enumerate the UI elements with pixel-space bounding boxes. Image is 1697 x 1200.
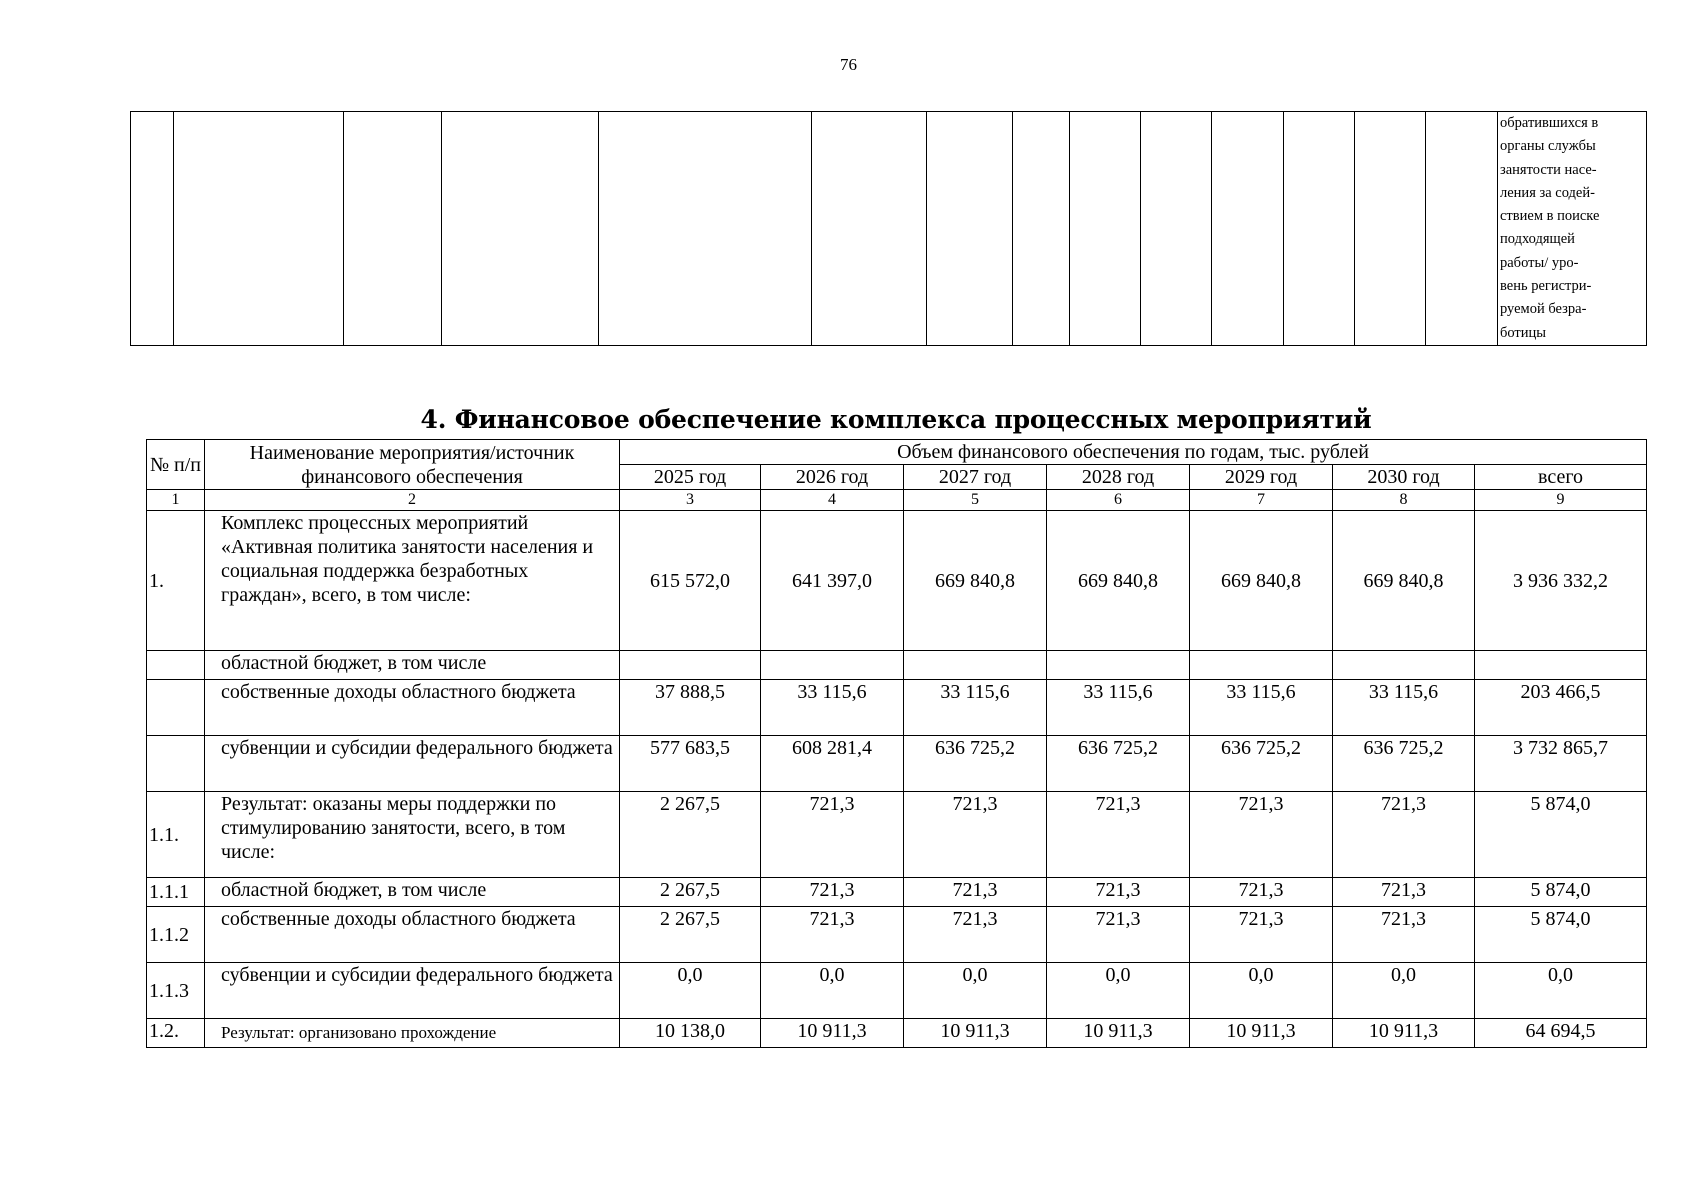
table-row (147, 963, 1647, 1019)
year-value: 0,0 (904, 963, 1047, 1019)
row-number: 1.2. (147, 1019, 205, 1048)
column-index: 2 (205, 490, 620, 511)
row-name: Результат: организовано прохождение (205, 1019, 620, 1048)
empty-cell (1355, 112, 1426, 346)
row-name: собственные доходы областного бюджета (205, 907, 620, 963)
empty-cell (927, 112, 1013, 346)
year-value: 721,3 (1047, 907, 1190, 963)
row-name: Комплекс процессных мероприятий «Активная политика занятости населения и социальная поддержка безработных граждан», всего, в том числе: (205, 511, 620, 651)
year-value: 669 840,8 (904, 511, 1047, 651)
total-value: 5 874,0 (1475, 907, 1647, 963)
empty-cell (599, 112, 812, 346)
year-value: 2 267,5 (620, 907, 761, 963)
continuation-table (130, 111, 1647, 346)
finance-table (146, 439, 1647, 1048)
header-year: 2029 год (1190, 465, 1333, 490)
year-value: 608 281,4 (761, 736, 904, 792)
column-index: 6 (1047, 490, 1190, 511)
header-num: № п/п (147, 440, 205, 490)
continuation-row (131, 112, 1647, 346)
empty-cell (442, 112, 599, 346)
year-value: 33 115,6 (1047, 680, 1190, 736)
row-number: 1.1.1 (147, 878, 205, 907)
page-number: 76 (840, 55, 857, 74)
empty-cell (1070, 112, 1141, 346)
column-index: 4 (761, 490, 904, 511)
year-value: 669 840,8 (1333, 511, 1475, 651)
year-value: 721,3 (904, 792, 1047, 878)
total-value: 203 466,5 (1475, 680, 1647, 736)
year-value: 577 683,5 (620, 736, 761, 792)
column-index: 8 (1333, 490, 1475, 511)
year-value: 33 115,6 (904, 680, 1047, 736)
column-index: 7 (1190, 490, 1333, 511)
year-value: 721,3 (1047, 792, 1190, 878)
year-value: 721,3 (904, 907, 1047, 963)
year-value: 0,0 (761, 963, 904, 1019)
table-row (147, 680, 1647, 736)
row-name: субвенции и субсидии федерального бюджета (205, 963, 620, 1019)
empty-cell (1426, 112, 1498, 346)
empty-cell (812, 112, 927, 346)
row-name: субвенции и субсидии федерального бюджета (205, 736, 620, 792)
header-group: Объем финансового обеспечения по годам, тыс. рублей (620, 440, 1647, 465)
total-value: 3 732 865,7 (1475, 736, 1647, 792)
row-number: 1.1.2 (147, 907, 205, 963)
table-row (147, 878, 1647, 907)
year-value: 721,3 (1190, 792, 1333, 878)
year-value: 641 397,0 (761, 511, 904, 651)
header-year: 2030 год (1333, 465, 1475, 490)
year-value: 2 267,5 (620, 878, 761, 907)
empty-cell (1284, 112, 1355, 346)
year-value: 721,3 (761, 878, 904, 907)
row-name: областной бюджет, в том числе (205, 878, 620, 907)
row-number (147, 680, 205, 736)
header-year: 2026 год (761, 465, 904, 490)
row-name: областной бюджет, в том числе (205, 651, 620, 680)
table-row (147, 1019, 1647, 1048)
table-row (147, 736, 1647, 792)
row-name: Результат: оказаны меры поддержки по стимулированию занятости, всего, в том числе: (205, 792, 620, 878)
year-value: 0,0 (1190, 963, 1333, 1019)
table-row (147, 792, 1647, 878)
header-name: Наименование мероприятия/источник финансового обеспечения (205, 440, 620, 490)
total-value: 0,0 (1475, 963, 1647, 1019)
header-year: 2028 год (1047, 465, 1190, 490)
row-number: 1.1. (147, 792, 205, 878)
year-value (761, 651, 904, 680)
table-row (147, 511, 1647, 651)
year-value (904, 651, 1047, 680)
year-value: 721,3 (1190, 907, 1333, 963)
year-value: 10 911,3 (1190, 1019, 1333, 1048)
year-value: 33 115,6 (761, 680, 904, 736)
year-value: 37 888,5 (620, 680, 761, 736)
row-number: 1. (147, 511, 205, 651)
year-value: 2 267,5 (620, 792, 761, 878)
year-value: 33 115,6 (1333, 680, 1475, 736)
year-value: 636 725,2 (1047, 736, 1190, 792)
empty-cell (344, 112, 442, 346)
year-value: 721,3 (1190, 878, 1333, 907)
year-value: 721,3 (1333, 878, 1475, 907)
year-value: 10 911,3 (1047, 1019, 1190, 1048)
empty-cell (1141, 112, 1212, 346)
column-index: 1 (147, 490, 205, 511)
year-value: 721,3 (904, 878, 1047, 907)
table-row (147, 907, 1647, 963)
year-value (1047, 651, 1190, 680)
table-row (147, 651, 1647, 680)
empty-cell (1013, 112, 1070, 346)
year-value: 636 725,2 (1333, 736, 1475, 792)
year-value: 721,3 (1333, 792, 1475, 878)
empty-cell (174, 112, 344, 346)
column-index: 5 (904, 490, 1047, 511)
year-value: 0,0 (1047, 963, 1190, 1019)
year-value: 0,0 (1333, 963, 1475, 1019)
year-value: 10 911,3 (1333, 1019, 1475, 1048)
year-value: 721,3 (761, 907, 904, 963)
total-value (1475, 651, 1647, 680)
header-year: 2027 год (904, 465, 1047, 490)
year-value (1333, 651, 1475, 680)
total-value: 5 874,0 (1475, 792, 1647, 878)
header-total: всего (1475, 465, 1647, 490)
year-value: 33 115,6 (1190, 680, 1333, 736)
row-number: 1.1.3 (147, 963, 205, 1019)
empty-cell (1212, 112, 1284, 346)
column-index: 3 (620, 490, 761, 511)
row-number (147, 736, 205, 792)
year-value (620, 651, 761, 680)
total-value: 3 936 332,2 (1475, 511, 1647, 651)
row-number (147, 651, 205, 680)
year-value: 636 725,2 (904, 736, 1047, 792)
year-value: 615 572,0 (620, 511, 761, 651)
empty-cell (131, 112, 174, 346)
year-value: 10 911,3 (904, 1019, 1047, 1048)
total-value: 64 694,5 (1475, 1019, 1647, 1048)
year-value: 0,0 (620, 963, 761, 1019)
year-value (1190, 651, 1333, 680)
column-index-row (147, 490, 1647, 511)
year-value: 636 725,2 (1190, 736, 1333, 792)
year-value: 721,3 (761, 792, 904, 878)
year-value: 669 840,8 (1190, 511, 1333, 651)
year-value: 721,3 (1333, 907, 1475, 963)
header-year: 2025 год (620, 465, 761, 490)
row-name: собственные доходы областного бюджета (205, 680, 620, 736)
year-value: 10 911,3 (761, 1019, 904, 1048)
year-value: 721,3 (1047, 878, 1190, 907)
indicator-note: обратившихся в органы службы занятости насе- ления за содей- ствием в поиске подходящей работы/ уро- вень регистри- руемой безра- ботицы (1498, 112, 1647, 346)
header-row-1 (147, 440, 1647, 465)
section-title: 4. Финансовое обеспечение комплекса процессных мероприятий (420, 405, 1372, 434)
year-value: 10 138,0 (620, 1019, 761, 1048)
total-value: 5 874,0 (1475, 878, 1647, 907)
column-index: 9 (1475, 490, 1647, 511)
year-value: 669 840,8 (1047, 511, 1190, 651)
